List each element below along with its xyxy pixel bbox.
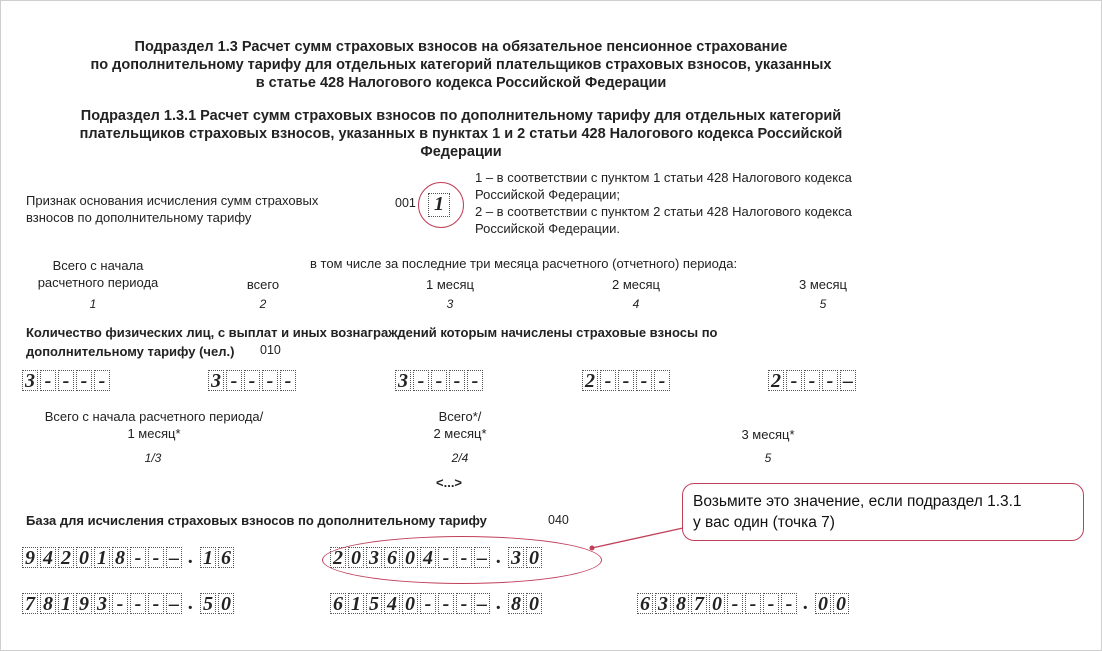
digit-cell[interactable]: -	[94, 370, 110, 391]
digit-cell[interactable]: -	[456, 593, 472, 614]
digit-cell[interactable]: -	[438, 547, 454, 568]
col-number: 5	[819, 297, 827, 311]
decimal-point: .	[803, 592, 809, 614]
digit-cell[interactable]: 0	[833, 593, 849, 614]
title-line: Федерации	[420, 144, 502, 160]
col2-header-line: Всего*/	[438, 409, 482, 424]
col2-header-line: Всего с начала расчетного периода/	[44, 409, 264, 424]
digit-cell[interactable]: -	[438, 593, 454, 614]
digit-cell[interactable]: –	[840, 370, 856, 391]
basis-label-line: Признак основания исчисления сумм страховых	[26, 193, 319, 208]
basis-note-line: Российской Федерации;	[475, 187, 620, 202]
col-month2-header: 2 месяц	[612, 277, 660, 292]
digit-cell[interactable]: 8	[40, 593, 56, 614]
section-title-1-3-1	[0, 107, 922, 161]
digit-cell[interactable]: -	[745, 593, 761, 614]
basis-value-cell[interactable]: 1	[428, 193, 450, 217]
digit-cell[interactable]: 5	[200, 593, 216, 614]
basis-label	[26, 192, 318, 226]
col2-header-line: 2 месяц*	[433, 426, 487, 441]
digit-cell[interactable]: 0	[815, 593, 831, 614]
digit-cell[interactable]: 2	[582, 370, 598, 391]
digit-cell[interactable]: 3	[208, 370, 224, 391]
digit-cell[interactable]: 0	[402, 593, 418, 614]
digit-cell[interactable]: 4	[420, 547, 436, 568]
digit-cell[interactable]: 3	[94, 593, 110, 614]
persons-label	[26, 323, 717, 361]
digit-cell[interactable]: 0	[526, 547, 542, 568]
digit-cell[interactable]: -	[112, 593, 128, 614]
col-number: 4	[632, 297, 640, 311]
digit-cell[interactable]: -	[58, 370, 74, 391]
digit-cell[interactable]: -	[420, 593, 436, 614]
digit-cell[interactable]: –	[474, 593, 490, 614]
base-field-4[interactable]	[330, 593, 544, 614]
digit-cell[interactable]: 1	[200, 547, 216, 568]
col-number: 2	[259, 297, 267, 311]
basis-note-line: Российской Федерации.	[475, 221, 620, 236]
col-header-line: Всего с начала	[52, 258, 144, 273]
digit-cell[interactable]: 0	[76, 547, 92, 568]
digit-cell[interactable]: -	[786, 370, 802, 391]
digit-cell[interactable]: -	[822, 370, 838, 391]
col-month1-header: 1 месяц	[426, 277, 474, 292]
digit-cell[interactable]: -	[636, 370, 652, 391]
digit-cell[interactable]: 9	[22, 547, 38, 568]
persons-label-line: дополнительному тарифу (чел.)	[26, 344, 235, 359]
digit-cell[interactable]: 0	[526, 593, 542, 614]
digit-cell[interactable]: 3	[655, 593, 671, 614]
col-header-line: расчетного периода	[37, 275, 159, 290]
digit-cell[interactable]: 1	[58, 593, 74, 614]
digit-cell[interactable]: 3	[395, 370, 411, 391]
digit-cell[interactable]: -	[804, 370, 820, 391]
col2-number: 1/3	[144, 451, 162, 465]
digit-cell[interactable]: 3	[366, 547, 382, 568]
digit-cell[interactable]: 9	[76, 593, 92, 614]
basis-note-line: 2 – в соответствии с пунктом 2 статьи 428 Налогового кодекса	[475, 204, 852, 219]
decimal-point: .	[188, 546, 194, 568]
base-field-3[interactable]	[22, 593, 236, 614]
persons-field-3[interactable]	[395, 370, 485, 391]
ellipsis-marker: <...>	[436, 475, 463, 490]
digit-cell[interactable]: 0	[348, 547, 364, 568]
digit-cell[interactable]: 8	[508, 593, 524, 614]
digit-cell[interactable]: -	[148, 547, 164, 568]
digit-cell[interactable]: -	[148, 593, 164, 614]
digit-cell[interactable]: –	[166, 547, 182, 568]
digit-cell[interactable]: –	[474, 547, 490, 568]
digit-cell[interactable]: 1	[348, 593, 364, 614]
persons-label-line: Количество физических лиц, с выплат и иных вознаграждений которым начислены страховые взносы по	[26, 325, 718, 340]
digit-cell[interactable]: 6	[330, 593, 346, 614]
digit-cell[interactable]: 2	[768, 370, 784, 391]
col-number: 1	[89, 297, 97, 311]
persons-field-1[interactable]	[22, 370, 112, 391]
decimal-point: .	[188, 592, 194, 614]
col2-number: 5	[764, 451, 772, 465]
section-title-1-3	[0, 38, 922, 92]
digit-cell[interactable]: -	[262, 370, 278, 391]
col2-number: 2/4	[451, 451, 469, 465]
digit-cell[interactable]: 6	[637, 593, 653, 614]
title-line: Подраздел 1.3 Расчет сумм страховых взносов на обязательное пенсионное страхование	[134, 39, 788, 55]
persons-field-2[interactable]	[208, 370, 298, 391]
digit-cell[interactable]: -	[40, 370, 56, 391]
persons-field-4[interactable]	[582, 370, 672, 391]
decimal-point: .	[496, 592, 502, 614]
digit-cell[interactable]: 8	[112, 547, 128, 568]
digit-cell[interactable]: –	[166, 593, 182, 614]
digit-cell[interactable]: -	[467, 370, 483, 391]
digit-cell[interactable]: 6	[384, 547, 400, 568]
base-field-1[interactable]	[22, 547, 236, 568]
col-month3-header: 3 месяц	[799, 277, 847, 292]
digit-cell[interactable]: -	[76, 370, 92, 391]
digit-cell[interactable]: -	[449, 370, 465, 391]
basis-label-line: взносов по дополнительному тарифу	[26, 210, 252, 225]
basis-code: 001	[395, 196, 416, 210]
callout-line: Возьмите это значение, если подраздел 1.3.1	[693, 493, 1022, 510]
digit-cell[interactable]: 0	[709, 593, 725, 614]
digit-cell[interactable]: -	[280, 370, 296, 391]
digit-cell[interactable]: 2	[330, 547, 346, 568]
digit-cell[interactable]: -	[431, 370, 447, 391]
digit-cell[interactable]: 2	[58, 547, 74, 568]
digit-cell[interactable]: 1	[94, 547, 110, 568]
digit-cell[interactable]: 3	[508, 547, 524, 568]
title-line: Подраздел 1.3.1 Расчет сумм страховых взносов по дополнительному тарифу для отдельных категорий	[80, 108, 842, 124]
base-label: База для исчисления страховых взносов по дополнительному тарифу	[26, 513, 487, 528]
digit-cell[interactable]: 8	[673, 593, 689, 614]
col2-header-2	[410, 408, 510, 442]
highlight-oval	[322, 536, 602, 584]
title-line: плательщиков страховых взносов, указанных в пунктах 1 и 2 статьи 428 Налогового кодекса Российской	[79, 126, 843, 142]
col2-header-3: 3 месяц*	[741, 427, 795, 442]
digit-cell[interactable]: -	[654, 370, 670, 391]
digit-cell[interactable]: -	[727, 593, 743, 614]
digit-cell[interactable]: -	[244, 370, 260, 391]
digit-cell[interactable]: 7	[22, 593, 38, 614]
base-code: 040	[548, 513, 569, 527]
digit-cell[interactable]: -	[226, 370, 242, 391]
digit-cell[interactable]: 4	[384, 593, 400, 614]
digit-cell[interactable]: -	[763, 593, 779, 614]
persons-field-5[interactable]	[768, 370, 858, 391]
digit-cell[interactable]: 5	[366, 593, 382, 614]
title-line: по дополнительному тарифу для отдельных категорий плательщиков страховых взносов, указанных	[90, 57, 832, 73]
persons-code: 010	[260, 343, 281, 357]
digit-cell[interactable]: 3	[22, 370, 38, 391]
digit-cell[interactable]: 0	[402, 547, 418, 568]
col-all-header: всего	[246, 277, 280, 292]
col-number: 3	[446, 297, 454, 311]
highlight-oval	[418, 182, 464, 228]
digit-cell[interactable]: -	[781, 593, 797, 614]
col-total-header	[28, 257, 168, 291]
digit-cell[interactable]: -	[413, 370, 429, 391]
digit-cell[interactable]: 6	[218, 547, 234, 568]
digit-cell[interactable]: 0	[218, 593, 234, 614]
callout-line: у вас один (точка 7)	[693, 514, 835, 531]
digit-cell[interactable]: 4	[40, 547, 56, 568]
decimal-point: .	[496, 546, 502, 568]
digit-cell[interactable]: 7	[691, 593, 707, 614]
digit-cell[interactable]: -	[600, 370, 616, 391]
callout-note	[682, 483, 1084, 541]
digit-cell[interactable]: -	[130, 593, 146, 614]
digit-cell[interactable]: -	[456, 547, 472, 568]
digit-cell[interactable]: -	[130, 547, 146, 568]
digit-cell[interactable]: -	[618, 370, 634, 391]
last-three-months-header: в том числе за последние три месяца расчетного (отчетного) периода:	[310, 256, 738, 271]
col2-header-line: 1 месяц*	[127, 426, 181, 441]
title-line: в статье 428 Налогового кодекса Российской Федерации	[255, 75, 667, 91]
col2-header-1	[20, 408, 288, 442]
basis-note	[475, 169, 852, 237]
basis-note-line: 1 – в соответствии с пунктом 1 статьи 428 Налогового кодекса	[475, 170, 852, 185]
base-field-5[interactable]	[637, 593, 851, 614]
